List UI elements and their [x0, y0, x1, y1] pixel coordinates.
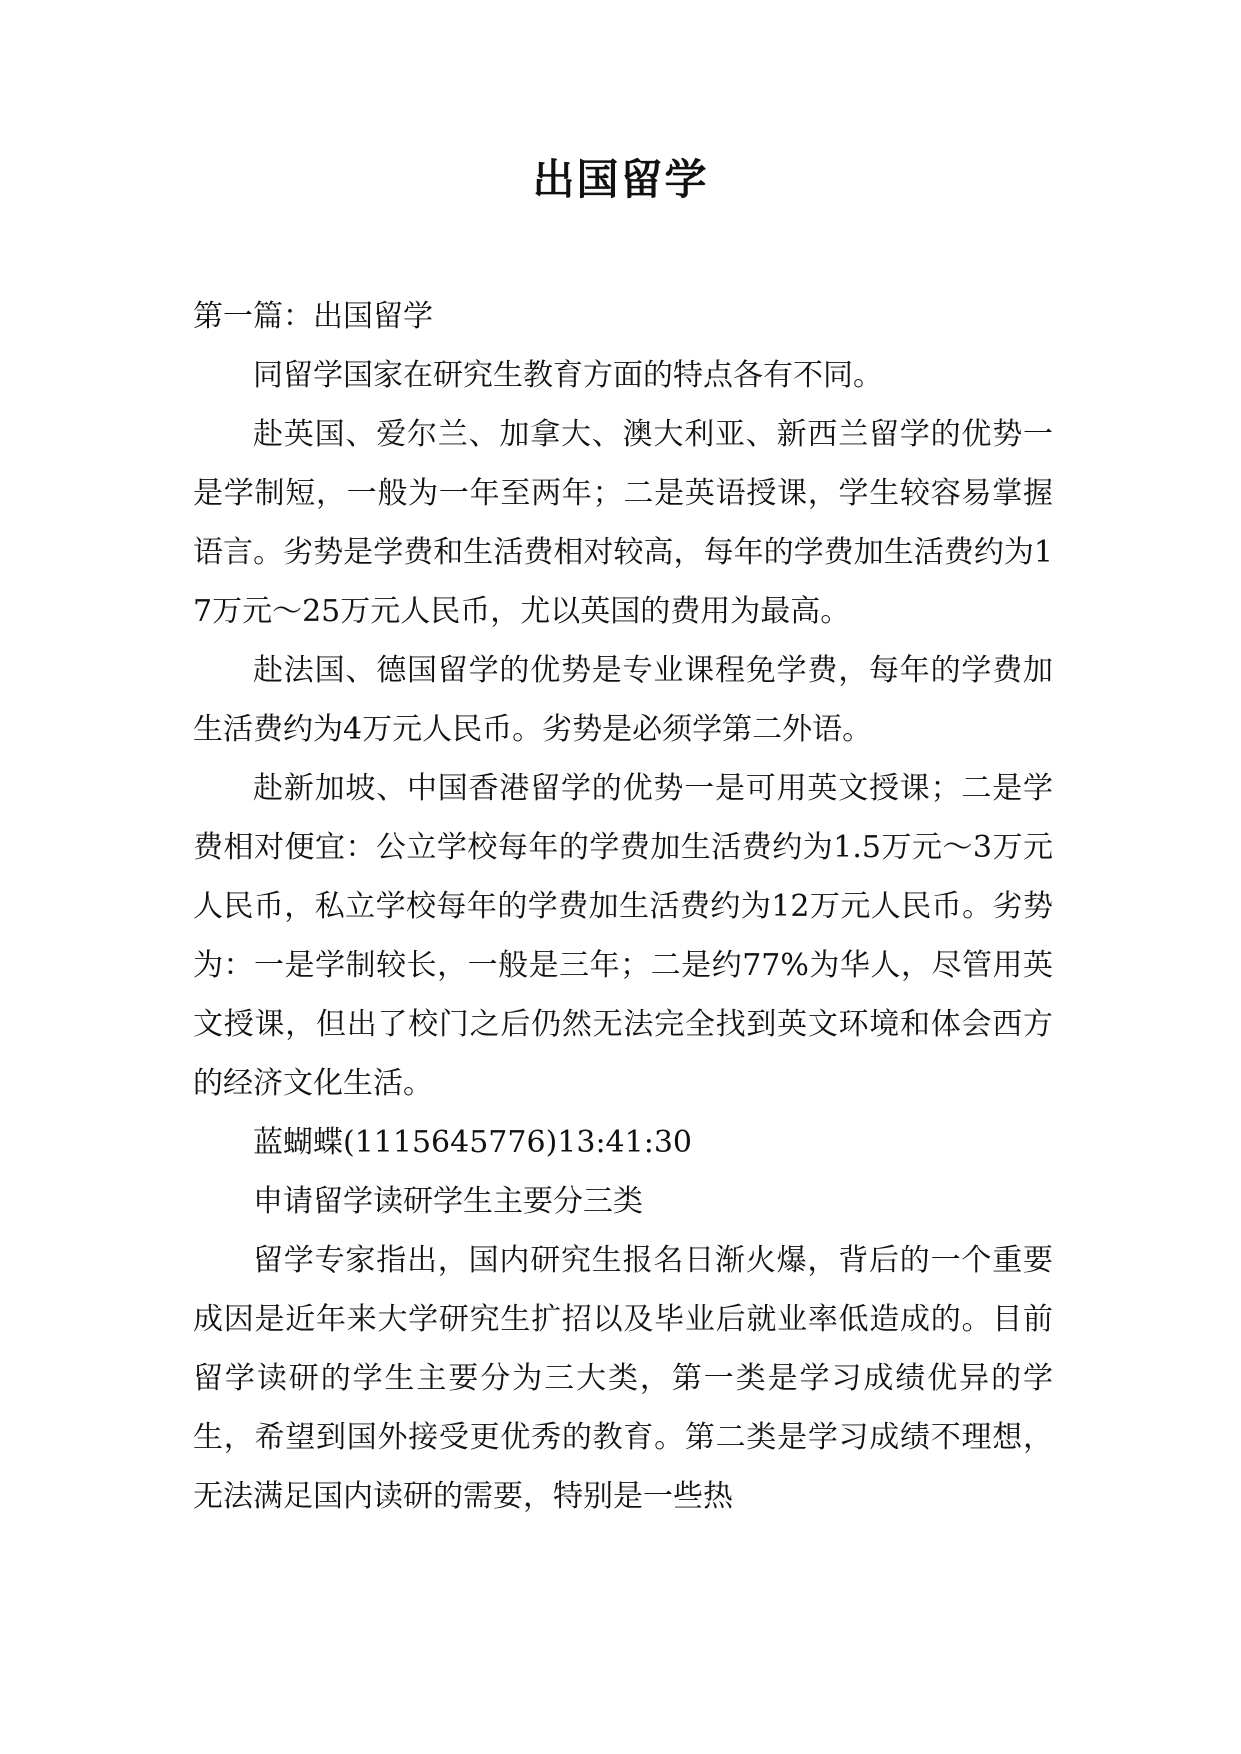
document-body	[193, 287, 1053, 1526]
paragraph-france-germany: 赴法国、德国留学的优势是专业课程免学费，每年的学费加生活费约为4万元人民币。劣势是必须学第二外语。	[193, 653, 1053, 747]
paragraph-singapore-hongkong: 赴新加坡、中国香港留学的优势一是可用英文授课；二是学费相对便宜：公立学校每年的学费加生活费约为1.5万元～3万元人民币，私立学校每年的学费加生活费约为12万元人民币。劣势为：一是学制较长，一般是三年；二是约77%为华人，尽管用英文授课，但出了校门之后仍然无法完全找到英文环境和体会西方的经济文化生活。	[193, 771, 1053, 1101]
paragraph-intro: 同留学国家在研究生教育方面的特点各有不同。	[253, 358, 883, 393]
subheading-three-categories: 申请留学读研学生主要分三类	[253, 1184, 643, 1219]
paragraph-uk-commonwealth: 赴英国、爱尔兰、加拿大、澳大利亚、新西兰留学的优势一是学制短，一般为一年至两年；二是英语授课，学生较容易掌握语言。劣势是学费和生活费相对较高，每年的学费加生活费约为17万元～25万元人民币，尤以英国的费用为最高。	[193, 417, 1053, 629]
section-heading: 第一篇：出国留学	[193, 299, 433, 334]
chat-timestamp-line: 蓝蝴蝶(1115645776)13:41:30	[253, 1125, 693, 1160]
paragraph-expert-analysis: 留学专家指出，国内研究生报名日渐火爆，背后的一个重要成因是近年来大学研究生扩招以及毕业后就业率低造成的。目前留学读研的学生主要分为三大类，第一类是学习成绩优异的学生，希望到国外接受更优秀的教育。第二类是学习成绩不理想，无法满足国内读研的需要，特别是一些热	[193, 1243, 1053, 1514]
document-title: 出国留学	[532, 155, 709, 204]
